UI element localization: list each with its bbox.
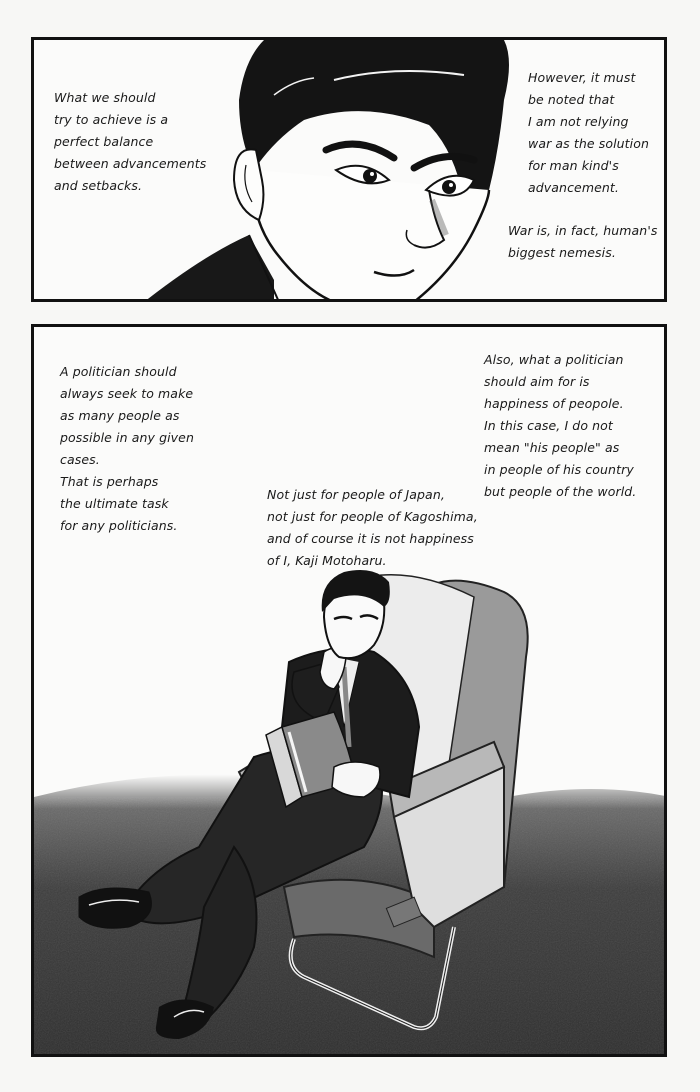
caption-line: advancement.	[528, 180, 620, 195]
caption-line: and of course it is not happiness	[267, 531, 474, 546]
caption-line: That is perhaps	[60, 474, 159, 489]
caption-line: mean "his people" as	[484, 440, 620, 455]
caption-happiness	[484, 349, 636, 503]
caption-line: War is, in fact, human's	[508, 223, 658, 238]
caption-line: in people of his country	[484, 462, 634, 477]
caption-line: happiness of peopole.	[484, 396, 624, 411]
caption-line: as many people as	[60, 408, 180, 423]
caption-line: not just for people of Kagoshima,	[267, 509, 478, 524]
caption-war-not-solution	[528, 67, 649, 199]
caption-line: A politician should	[60, 364, 177, 379]
caption-line: In this case, I do not	[484, 418, 613, 433]
caption-line: of I, Kaji Motoharu.	[267, 553, 387, 568]
caption-line: perfect balance	[54, 134, 154, 149]
caption-line: I am not relying	[528, 114, 629, 129]
caption-not-just	[267, 484, 478, 572]
caption-line: try to achieve is a	[54, 112, 169, 127]
caption-line: for man kind's	[528, 158, 619, 173]
caption-line: Not just for people of Japan,	[267, 487, 445, 502]
caption-politician-task	[60, 361, 194, 537]
caption-line: should aim for is	[484, 374, 590, 389]
caption-line: always seek to make	[60, 386, 194, 401]
caption-line: cases.	[60, 452, 100, 467]
caption-balance	[54, 87, 206, 197]
caption-line: Also, what a politician	[484, 352, 624, 367]
panel-face-closeup	[31, 37, 667, 302]
caption-line: war as the solution	[528, 136, 650, 151]
caption-line: the ultimate task	[60, 496, 169, 511]
caption-line: However, it must	[528, 70, 636, 85]
caption-line: biggest nemesis.	[508, 245, 616, 260]
caption-line: be noted that	[528, 92, 615, 107]
caption-line: and setbacks.	[54, 178, 143, 193]
caption-line: between advancements	[54, 156, 207, 171]
caption-line: but people of the world.	[484, 484, 637, 499]
caption-line: for any politicians.	[60, 518, 178, 533]
caption-line: What we should	[54, 90, 156, 105]
panel-train-seat	[31, 324, 667, 1057]
caption-line: possible in any given	[60, 430, 194, 445]
caption-nemesis	[508, 220, 657, 264]
